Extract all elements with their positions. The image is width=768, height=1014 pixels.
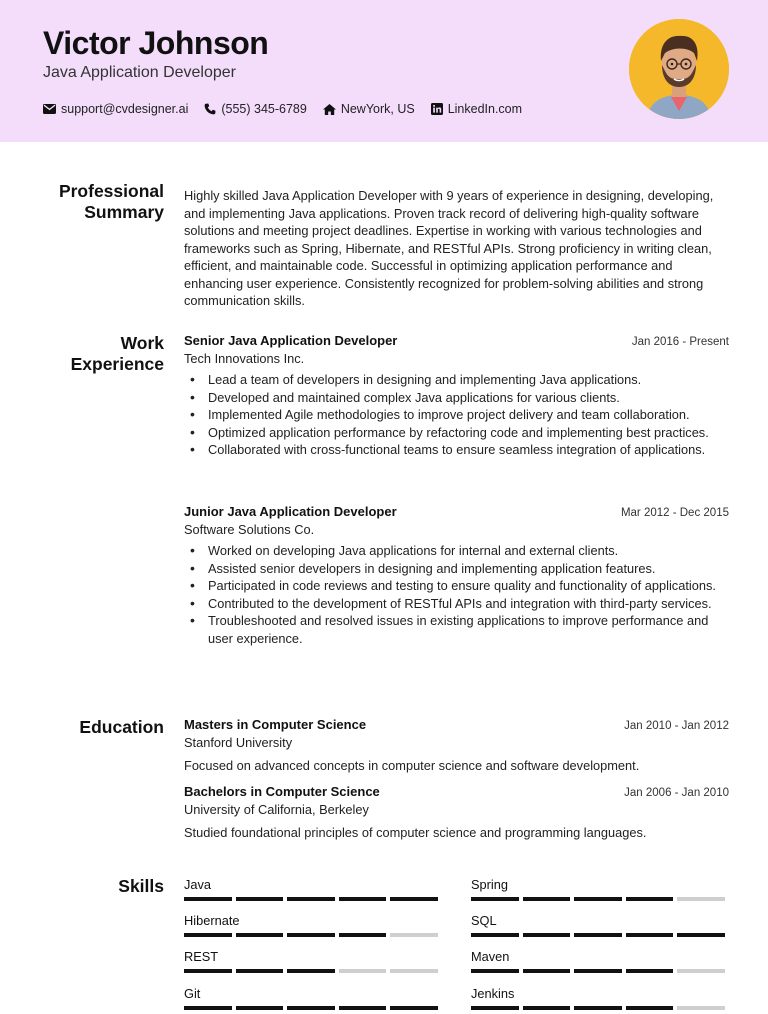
skills-section-title	[118, 876, 164, 897]
summary-text: Highly skilled Java Application Developer with 9 years of experience in designing, developing, and implementing Java applications. Proven track record of delivering high-quality software solutions and meeting project deadlines. Expertise in working with various technologies and frameworks such as Spring, Hibernate, and RESTful APIs. Strong proficiency in writing clean, efficient, and maintainable code. Successful in optimizing application performance and enhancing user experience. Consistently recognized for problem-solving abilities and strong communication skills.	[184, 188, 714, 308]
job-bullet: • Assisted senior developers in designing and implementing application features.	[184, 560, 729, 578]
skill-segment-filled	[287, 933, 335, 937]
skill-segment-filled	[574, 933, 622, 937]
linkedin-icon	[431, 103, 443, 115]
job-entry	[184, 503, 729, 647]
experience-section-title	[71, 333, 164, 375]
skill-segment-filled	[184, 897, 232, 901]
skill-segment-empty	[390, 969, 438, 973]
degree-title: Masters in Computer Science	[184, 717, 367, 732]
degree-description: Focused on advanced concepts in computer science and software development.	[184, 758, 640, 773]
skill-segment-filled	[236, 1006, 284, 1010]
skill-item	[184, 949, 442, 973]
candidate-name: Victor Johnson	[43, 25, 269, 61]
job-bullet: • Worked on developing Java applications for internal and external clients.	[184, 542, 729, 560]
skill-segment-filled	[471, 933, 519, 937]
home-icon	[323, 104, 336, 115]
skill-name: Spring	[471, 877, 508, 892]
degree-dates: Jan 2010 - Jan 2012	[624, 720, 729, 732]
skill-segment-filled	[626, 969, 674, 973]
job-dates: Mar 2012 - Dec 2015	[620, 507, 729, 519]
job-bullet: • Collaborated with cross-functional teams to ensure seamless integration of applications.	[184, 441, 729, 459]
degree-description: Studied foundational principles of computer science and programming languages.	[184, 825, 647, 840]
phone-icon	[204, 103, 216, 115]
skill-segment-filled	[184, 969, 232, 973]
job-bullet: • Participated in code reviews and testing to ensure quality and functionality of applications.	[184, 577, 729, 595]
skill-name: SQL	[471, 913, 497, 928]
degree-title: Bachelors in Computer Science	[184, 784, 380, 799]
skill-segment-filled	[287, 1006, 335, 1010]
job-bullet: • Implemented Agile methodologies to improve project delivery and team collaboration.	[184, 406, 729, 424]
experience-title-line1: Work	[120, 333, 164, 353]
skill-segment-filled	[523, 933, 571, 937]
school-name: University of California, Berkeley	[184, 802, 369, 817]
skill-segment-empty	[677, 897, 725, 901]
contact-phone[interactable]	[204, 101, 306, 117]
contact-linkedin[interactable]	[431, 101, 522, 117]
skill-name: Maven	[471, 949, 510, 964]
experience-title-line2: Experience	[70, 354, 164, 374]
skills-title-text: Skills	[118, 876, 164, 896]
education-entry	[184, 716, 729, 775]
contact-email[interactable]	[43, 101, 188, 117]
skill-item	[184, 913, 442, 937]
skill-segment-filled	[287, 897, 335, 901]
job-bullet: • Optimized application performance by refactoring code and implementing best practices.	[184, 424, 729, 442]
job-company: Software Solutions Co.	[184, 522, 315, 537]
job-dates: Jan 2016 - Present	[631, 336, 729, 348]
skill-item	[471, 949, 729, 973]
skill-segment-filled	[390, 897, 438, 901]
job-bullets	[184, 542, 729, 647]
candidate-role: Java Application Developer	[43, 64, 237, 81]
summary-title-line2: Summary	[84, 202, 164, 222]
contact-linkedin-text: LinkedIn.com	[447, 102, 523, 116]
job-bullet: • Developed and maintained complex Java applications for various clients.	[184, 389, 729, 407]
skill-segment-filled	[390, 1006, 438, 1010]
summary-section	[184, 187, 729, 310]
skill-segment-filled	[471, 969, 519, 973]
contact-location-text: NewYork, US	[340, 102, 415, 116]
skill-level-bar	[184, 933, 442, 937]
skill-segment-filled	[339, 1006, 387, 1010]
skill-level-bar	[184, 897, 442, 901]
summary-title-line1: Professional	[58, 181, 164, 201]
envelope-icon	[43, 104, 56, 114]
skill-segment-filled	[677, 933, 725, 937]
skill-segment-filled	[626, 933, 674, 937]
skill-segment-filled	[184, 933, 232, 937]
contact-location	[323, 101, 415, 117]
job-title: Senior Java Application Developer	[184, 333, 398, 348]
skill-segment-empty	[677, 969, 725, 973]
skill-segment-filled	[574, 897, 622, 901]
skill-name: Hibernate	[184, 913, 240, 928]
education-title-text: Education	[79, 717, 164, 737]
summary-section-title	[59, 181, 164, 223]
skill-segment-filled	[287, 969, 335, 973]
skill-segment-filled	[339, 897, 387, 901]
skill-segment-empty	[339, 969, 387, 973]
skill-level-bar	[471, 1006, 729, 1010]
job-entry	[184, 332, 729, 459]
skill-segment-filled	[471, 897, 519, 901]
skill-segment-filled	[574, 969, 622, 973]
avatar-illustration	[629, 19, 729, 119]
skill-segment-filled	[184, 1006, 232, 1010]
resume-header	[0, 0, 768, 142]
job-company: Tech Innovations Inc.	[184, 351, 305, 366]
contact-email-text: support@cvdesigner.ai	[61, 102, 189, 116]
skill-name: Java	[184, 877, 212, 892]
skill-segment-filled	[523, 1006, 571, 1010]
skill-segment-filled	[626, 897, 674, 901]
skill-item	[471, 913, 729, 937]
contact-phone-text: (555) 345-6789	[221, 102, 307, 116]
skill-level-bar	[471, 897, 729, 901]
skill-segment-filled	[471, 1006, 519, 1010]
education-entry	[184, 783, 729, 842]
skill-level-bar	[471, 933, 729, 937]
skill-segment-filled	[236, 897, 284, 901]
skill-segment-filled	[523, 969, 571, 973]
skill-item	[184, 877, 442, 901]
job-bullet: • Contributed to the development of RESTful APIs and integration with third-party services.	[184, 595, 729, 613]
school-name: Stanford University	[184, 735, 293, 750]
skill-name: Jenkins	[471, 986, 515, 1001]
skill-level-bar	[184, 1006, 442, 1010]
profile-photo	[629, 19, 729, 119]
job-bullets	[184, 371, 729, 459]
skill-item	[471, 986, 729, 1010]
job-title: Junior Java Application Developer	[184, 504, 397, 519]
skill-segment-filled	[574, 1006, 622, 1010]
skill-segment-empty	[677, 1006, 725, 1010]
skill-segment-filled	[236, 933, 284, 937]
skill-segment-filled	[339, 933, 387, 937]
degree-dates: Jan 2006 - Jan 2010	[624, 787, 729, 799]
skill-segment-empty	[390, 933, 438, 937]
skill-level-bar	[471, 969, 729, 973]
skill-segment-filled	[236, 969, 284, 973]
skill-segment-filled	[523, 897, 571, 901]
education-section-title	[79, 717, 164, 738]
job-bullet: • Troubleshooted and resolved issues in existing applications to improve performance and user experience.	[184, 612, 729, 647]
skill-segment-filled	[626, 1006, 674, 1010]
skill-item	[471, 877, 729, 901]
skill-item	[184, 986, 442, 1010]
skill-level-bar	[184, 969, 442, 973]
job-bullet: • Lead a team of developers in designing and implementing Java applications.	[184, 371, 729, 389]
contact-bar	[43, 101, 538, 117]
skill-name: REST	[184, 949, 219, 964]
skill-name: Git	[184, 986, 201, 1001]
